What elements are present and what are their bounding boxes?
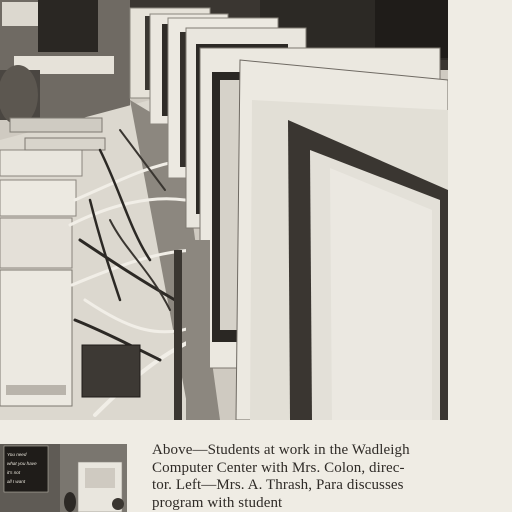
front-monitor bbox=[236, 60, 448, 420]
disk-drive-stack bbox=[0, 150, 82, 406]
sign-line-4: all I want bbox=[7, 479, 26, 484]
caption-line-3: tor. Left—Mrs. A. Thrash, Para discusses bbox=[152, 477, 404, 493]
bulletin-board-photo bbox=[0, 444, 127, 512]
sign-line-1: You need bbox=[7, 452, 27, 457]
photo-caption bbox=[152, 442, 457, 512]
sign-line-2: what you have bbox=[7, 461, 37, 466]
caption-line-2: Computer Center with Mrs. Colon, direc- bbox=[152, 459, 405, 476]
caption-line-4: program with student bbox=[152, 494, 283, 511]
sign-line-3: it's not bbox=[7, 470, 21, 475]
caption-line-1: Above—Students at work in the Wadleigh bbox=[152, 442, 410, 458]
